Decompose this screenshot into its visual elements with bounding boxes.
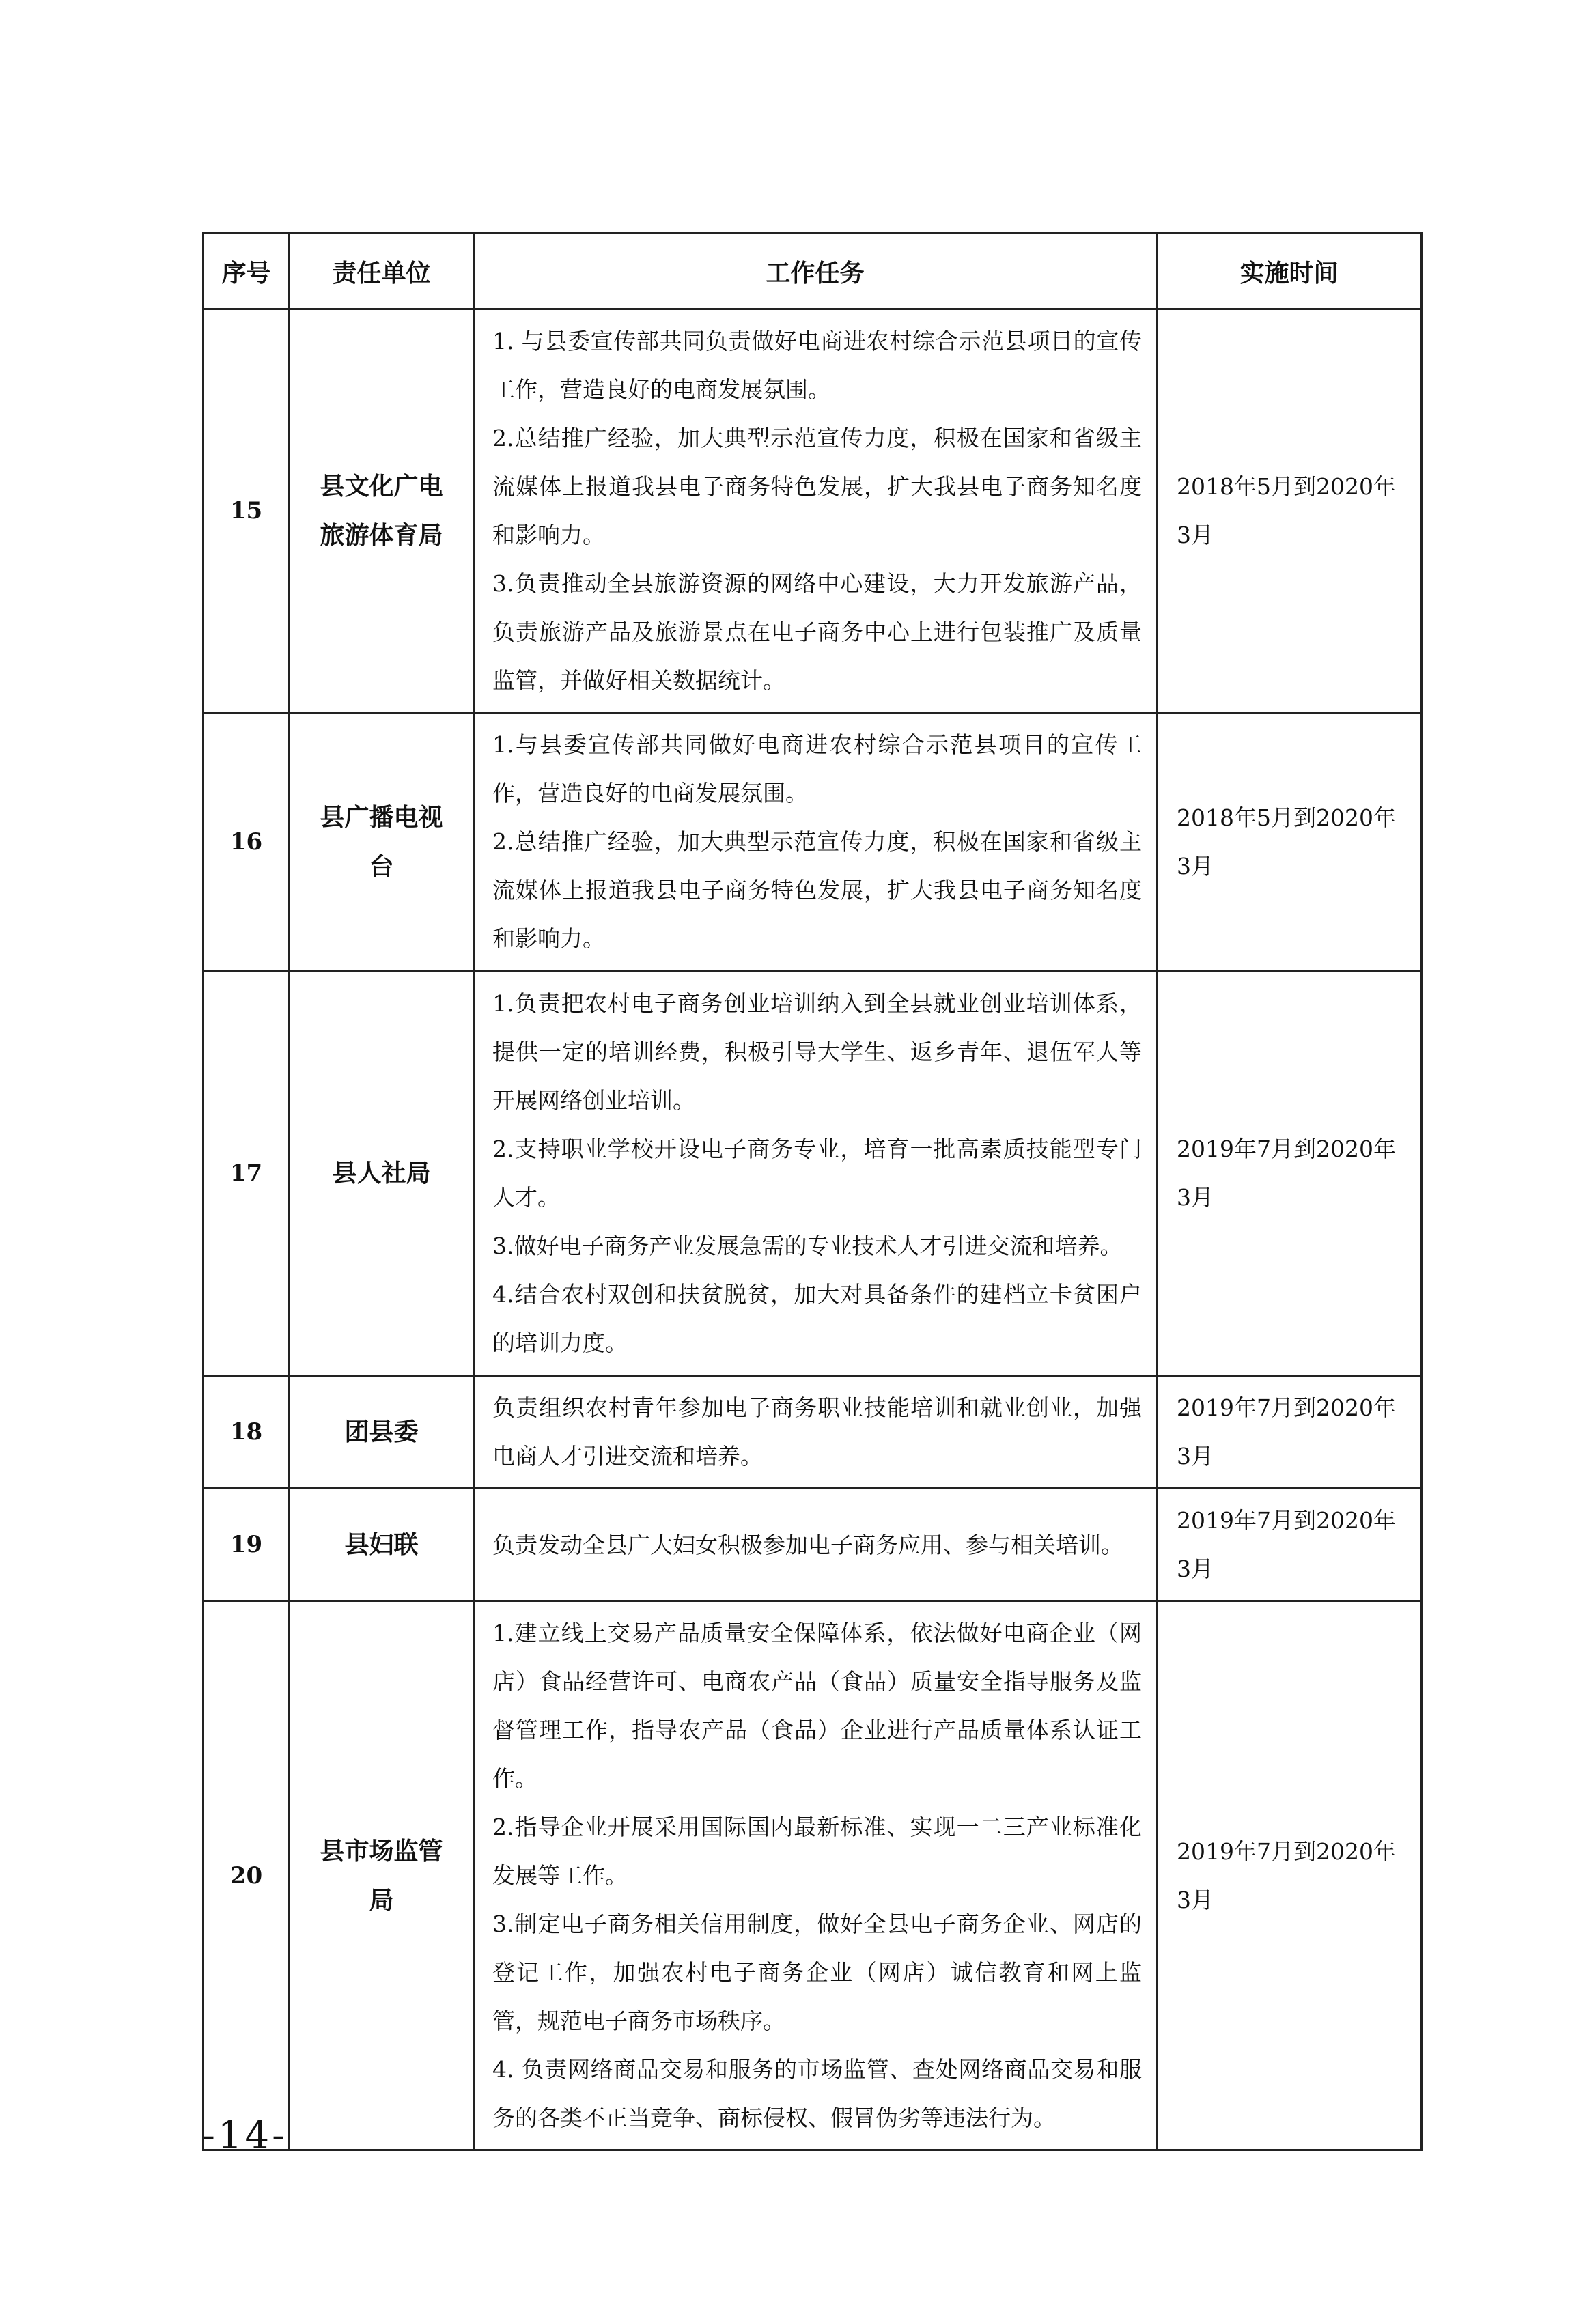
header-time: 实施时间 <box>1157 234 1422 309</box>
task-item: 2.支持职业学校开设电子商务专业，培育一批高素质技能型专门人才。 <box>492 1136 1142 1211</box>
task-item: 2.总结推广经验，加大典型示范宣传力度，积极在国家和省级主流媒体上报道我县电子商务特色发展，扩大我县电子商务知名度和影响力。 <box>492 425 1142 548</box>
task-item: 1.负责把农村电子商务创业培训纳入到全县就业创业培训体系，提供一定的培训经费，积极引导大学生、返乡青年、退伍军人等开展网络创业培训。 <box>492 990 1142 1114</box>
row-time: 2019年7月到2020年3月 <box>1157 1376 1422 1489</box>
task-item: 2.指导企业开展采用国际国内最新标准、实现一二三产业标准化发展等工作。 <box>492 1814 1142 1889</box>
row-no: 16 <box>204 713 290 971</box>
page-number: -14- <box>202 2113 288 2158</box>
row-no: 20 <box>204 1601 290 2150</box>
row-tasks <box>474 713 1157 971</box>
task-item: 2.总结推广经验，加大典型示范宣传力度，积极在国家和省级主流媒体上报道我县电子商务特色发展，扩大我县电子商务知名度和影响力。 <box>492 828 1142 952</box>
row-time: 2019年7月到2020年3月 <box>1157 1489 1422 1601</box>
table-row <box>204 309 1422 713</box>
responsibility-table <box>202 232 1423 2151</box>
row-time: 2018年5月到2020年3月 <box>1157 713 1422 971</box>
row-tasks <box>474 971 1157 1376</box>
task-item: 3.做好电子商务产业发展急需的专业技术人才引进交流和培养。 <box>492 1233 1123 1259</box>
row-tasks <box>474 1601 1157 2150</box>
task-item: 3.制定电子商务相关信用制度，做好全县电子商务企业、网店的登记工作，加强农村电子商务企业（网店）诚信教育和网上监管，规范电子商务市场秩序。 <box>492 1911 1142 2034</box>
task-item: 1.与县委宣传部共同做好电商进农村综合示范县项目的宣传工作，营造良好的电商发展氛围。 <box>492 731 1142 806</box>
row-time: 2018年5月到2020年3月 <box>1157 309 1422 713</box>
row-no: 15 <box>204 309 290 713</box>
header-unit: 责任单位 <box>290 234 474 309</box>
row-tasks <box>474 309 1157 713</box>
task-item: 负责组织农村青年参加电子商务职业技能培训和就业创业，加强电商人才引进交流和培养。 <box>492 1394 1142 1469</box>
table-row <box>204 1489 1422 1601</box>
table-row <box>204 1601 1422 2150</box>
row-time: 2019年7月到2020年3月 <box>1157 1601 1422 2150</box>
row-unit: 县人社局 <box>290 971 474 1376</box>
row-no: 19 <box>204 1489 290 1601</box>
task-item: 4. 负责网络商品交易和服务的市场监管、查处网络商品交易和服务的各类不正当竞争、商标侵权、假冒伪劣等违法行为。 <box>492 2056 1142 2131</box>
table-row <box>204 971 1422 1376</box>
task-item: 4.结合农村双创和扶贫脱贫，加大对具备条件的建档立卡贫困户的培训力度。 <box>492 1281 1142 1356</box>
row-tasks <box>474 1489 1157 1601</box>
task-item: 负责发动全县广大妇女积极参加电子商务应用、参与相关培训。 <box>492 1531 1123 1558</box>
header-task: 工作任务 <box>474 234 1157 309</box>
row-unit: 县广播电视台 <box>290 713 474 971</box>
row-no: 17 <box>204 971 290 1376</box>
row-unit: 团县委 <box>290 1376 474 1489</box>
row-unit: 县市场监管局 <box>290 1601 474 2150</box>
row-time: 2019年7月到2020年3月 <box>1157 971 1422 1376</box>
row-unit: 县文化广电旅游体育局 <box>290 309 474 713</box>
task-item: 1. 与县委宣传部共同负责做好电商进农村综合示范县项目的宣传工作，营造良好的电商发展氛围。 <box>492 328 1142 403</box>
task-item: 1.建立线上交易产品质量安全保障体系，依法做好电商企业（网店）食品经营许可、电商农产品（食品）质量安全指导服务及监督管理工作，指导农产品（食品）企业进行产品质量体系认证工作。 <box>492 1620 1142 1792</box>
table-header-row <box>204 234 1422 309</box>
table-row <box>204 713 1422 971</box>
row-unit: 县妇联 <box>290 1489 474 1601</box>
row-no: 18 <box>204 1376 290 1489</box>
row-tasks <box>474 1376 1157 1489</box>
header-no: 序号 <box>204 234 290 309</box>
task-item: 3.负责推动全县旅游资源的网络中心建设，大力开发旅游产品，负责旅游产品及旅游景点在电子商务中心上进行包装推广及质量监管，并做好相关数据统计。 <box>492 570 1142 694</box>
table-row <box>204 1376 1422 1489</box>
